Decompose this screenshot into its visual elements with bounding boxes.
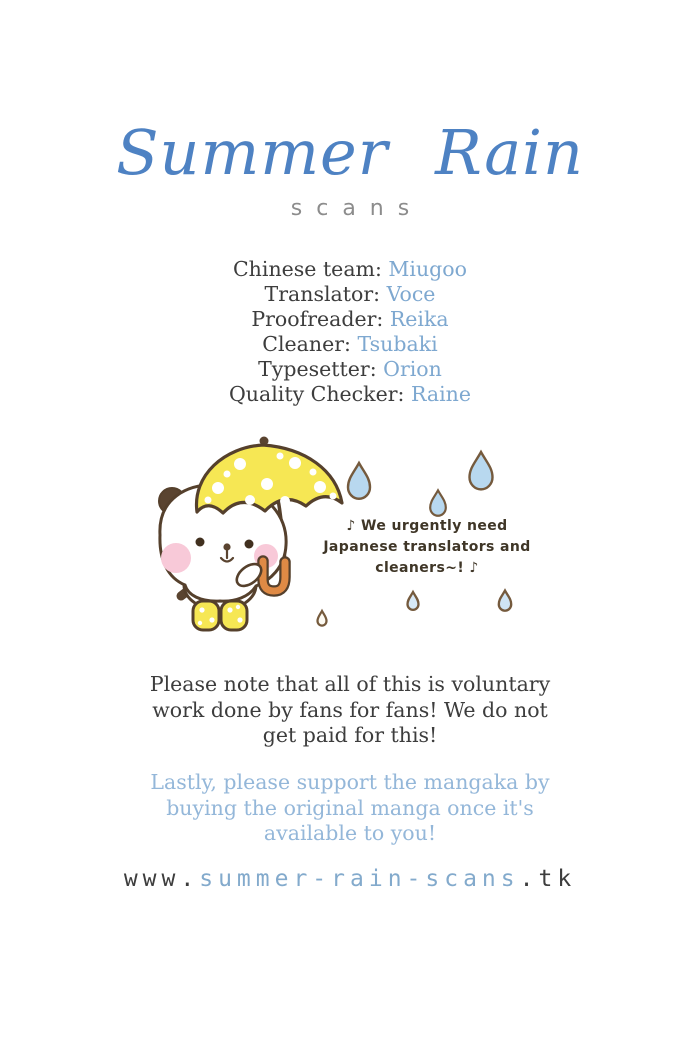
- url-domain: summer-rain-scans: [199, 866, 520, 892]
- raindrop-icon: [499, 591, 511, 611]
- raindrop-icon: [470, 452, 493, 489]
- credits-list: [0, 257, 700, 407]
- voluntary-note-line: Please note that all of this is voluntary: [149, 672, 551, 696]
- raindrop-icon: [318, 611, 327, 626]
- credit-label: Quality Checker:: [228, 382, 405, 406]
- credit-label: Proofreader:: [251, 307, 384, 331]
- credit-row-chinese-team: [0, 257, 700, 282]
- credit-name: Tsubaki: [357, 332, 438, 356]
- recruitment-speech-text: [302, 516, 552, 579]
- credit-name: Miugoo: [388, 257, 467, 281]
- speech-line: cleaners~! ♪: [375, 560, 479, 576]
- credit-row-quality-checker: [0, 382, 700, 407]
- credit-name: Voce: [386, 282, 436, 306]
- speech-line: Japanese translators and: [323, 539, 531, 555]
- raindrop-icon: [430, 490, 446, 515]
- bear-umbrella-illustration: [130, 430, 570, 650]
- credit-label: Chinese team:: [233, 257, 382, 281]
- speech-line: ♪ We urgently need: [346, 518, 508, 534]
- website-url: [0, 866, 700, 892]
- support-note-line: buying the original manga once it's: [166, 795, 534, 820]
- url-suffix: .tk: [519, 866, 577, 892]
- page-title: Summer Rain: [116, 116, 584, 189]
- credit-name: Reika: [389, 307, 449, 331]
- support-note-line: Lastly, please support the mangaka by: [150, 770, 550, 794]
- bear-eye-right: [245, 540, 254, 549]
- bear-cheek-left: [161, 543, 191, 573]
- support-note: [130, 770, 570, 847]
- page-subtitle: scans: [290, 196, 424, 221]
- raindrop-icon: [408, 592, 419, 610]
- url-prefix: www.: [123, 866, 200, 892]
- credit-label: Translator:: [264, 282, 381, 306]
- bear-eye-left: [196, 538, 205, 547]
- voluntary-note-line: get paid for this!: [262, 723, 438, 747]
- credit-label: Typesetter:: [258, 357, 377, 381]
- credit-name: Orion: [383, 357, 442, 381]
- credit-row-cleaner: [0, 332, 700, 357]
- umbrella-icon: [196, 437, 342, 514]
- support-note-line: available to you!: [263, 821, 437, 845]
- credit-label: Cleaner:: [262, 332, 351, 356]
- voluntary-note-line: work done by fans for fans! We do not: [152, 697, 548, 722]
- credit-name: Raine: [410, 382, 471, 406]
- voluntary-note: [130, 672, 570, 749]
- credit-row-proofreader: [0, 307, 700, 332]
- raindrop-icon: [348, 463, 370, 499]
- credit-row-translator: [0, 282, 700, 307]
- credit-row-typesetter: [0, 357, 700, 382]
